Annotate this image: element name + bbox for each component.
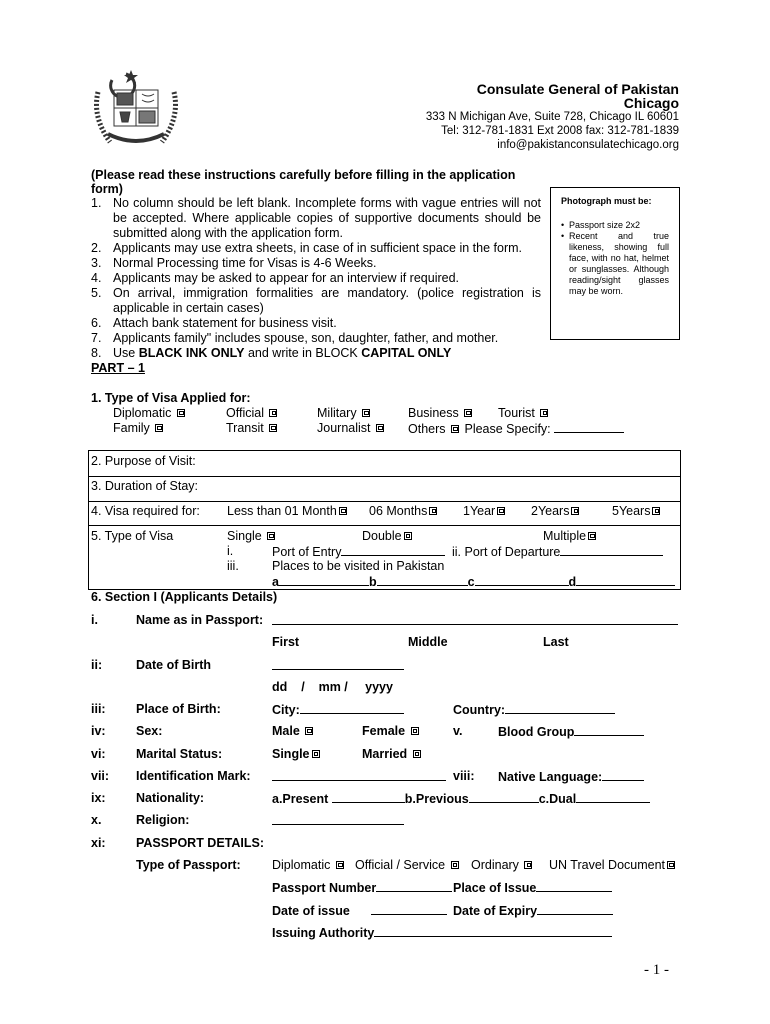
checkbox[interactable] [451,425,459,433]
opt-others[interactable]: Others Please Specify: [408,421,624,436]
passport-number-field[interactable]: Passport Number [272,880,452,895]
address: 333 N Michigan Ave, Suite 728, Chicago IL 60601 [425,111,679,123]
pob-label: Place of Birth: [136,702,221,716]
port-of-departure[interactable]: ii. Port of Departure [452,544,663,559]
roman-label: xi: [91,836,106,850]
opt-male[interactable]: Male [272,724,315,738]
specify-field[interactable] [554,421,624,433]
roman-label: vi: [91,747,106,761]
opt-less-1-month[interactable]: Less than 01 Month [227,504,349,518]
nationality-fields[interactable]: a.Present b.Previous c.Dual [272,791,650,806]
dob-field[interactable] [272,658,404,673]
duration-of-stay[interactable]: 3. Duration of Stay: [91,479,199,493]
sex-label: Sex: [136,724,163,738]
issuing-authority-field[interactable]: Issuing Authority [272,925,612,940]
opt-official[interactable]: Official [226,406,279,420]
roman-iii: iii. [227,559,239,573]
country-field[interactable]: Country: [453,702,615,717]
section-title: 6. Section I (Applicants Details) [91,590,278,604]
opt-2-years[interactable]: 2Years [531,504,581,518]
instruction-item: 7. Applicants family" includes spouse, son, daughter, father, and mother. [91,331,499,345]
email: info@pakistanconsulatechicago.org [497,139,679,151]
checkbox[interactable] [540,409,548,417]
checkbox[interactable] [269,409,277,417]
dob-format: dd / mm / yyyy [272,680,393,694]
opt-6-months[interactable]: 06 Months [369,504,439,518]
religion-field[interactable] [272,813,404,828]
blood-group-field[interactable]: Blood Group [498,724,644,739]
type-of-visa-label: 5. Type of Visa [91,529,174,543]
checkbox[interactable] [464,409,472,417]
instruction-item: 4. Applicants may be asked to appear for an interview if required. [91,271,460,285]
roman-label: i. [91,613,98,627]
opt-single[interactable]: Single [227,529,277,543]
opt-single-status[interactable]: Single [272,747,322,761]
opt-diplomatic[interactable]: Diplomatic [113,406,187,420]
date-of-expiry-field[interactable]: Date of Expiry [453,903,613,918]
name-field[interactable] [272,613,678,628]
consulate-header [420,82,679,152]
instructions [91,168,541,361]
opt-official-passport[interactable]: Official / Service [355,858,461,872]
nationality-label: Nationality: [136,791,205,805]
roman-label: iii: [91,702,106,716]
checkbox[interactable] [155,424,163,432]
city-field[interactable]: City: [272,702,404,717]
opt-1-year[interactable]: 1Year [463,504,507,518]
opt-multiple[interactable]: Multiple [543,529,598,543]
photo-box[interactable] [550,187,680,340]
port-of-entry[interactable]: Port of Entry [272,544,445,559]
roman-label: x. [91,813,102,827]
opt-5-years[interactable]: 5Years [612,504,662,518]
first-label: First [272,635,300,649]
purpose-of-visit[interactable]: 2. Purpose of Visit: [91,454,196,468]
date-of-issue-field[interactable]: Date of issue [272,903,447,918]
instruction-item: 5. On arrival, immigration formalities are mandatory. (police registration is applicable in certain cases) [91,286,541,315]
instruction-item: 3. Normal Processing time for Visas is 4-6 Weeks. [91,256,377,270]
photo-title: Photograph must be: [561,196,652,206]
passport-details-label: PASSPORT DETAILS: [136,836,265,850]
name-label: Name as in Passport: [136,613,264,627]
id-mark-label: Identification Mark: [136,769,251,783]
opt-ordinary-passport[interactable]: Ordinary [471,858,534,872]
marital-label: Marital Status: [136,747,223,761]
opt-family[interactable]: Family [113,421,165,435]
opt-married[interactable]: Married [362,747,423,761]
dob-label: Date of Birth [136,658,211,672]
opt-tourist[interactable]: Tourist [498,406,550,420]
visa-required-label: 4. Visa required for: [91,504,200,518]
places-fields[interactable]: a b c d [272,574,675,589]
phone-fax: Tel: 312-781-1831 Ext 2008 fax: 312-781-1839 [441,125,679,137]
instruction-item: 6. Attach bank statement for business visit. [91,316,337,330]
opt-transit[interactable]: Transit [226,421,279,435]
middle-label: Middle [408,635,448,649]
part-title: PART – 1 [91,361,145,375]
roman-label: ii: [91,658,103,672]
opt-double[interactable]: Double [362,529,414,543]
checkbox[interactable] [376,424,384,432]
roman-label: v. [453,724,463,738]
photo-rule: • Passport size 2x2 [561,220,669,231]
religion-label: Religion: [136,813,190,827]
passport-type-label: Type of Passport: [136,858,241,872]
roman-label: vii: [91,769,110,783]
opt-female[interactable]: Female [362,724,421,738]
instructions-heading: (Please read these instructions carefully before filling in the application form) [91,168,516,196]
pakistan-emblem [88,62,184,154]
roman-label: viii: [453,769,475,783]
place-of-issue-field[interactable]: Place of Issue [453,880,612,895]
visa-type-label: 1. Type of Visa Applied for: [91,391,251,405]
roman-label: iv: [91,724,106,738]
photo-rule: • Recent and true likeness, showing full face, with no hat, helmet or sunglasses. Although reading/sight glasses may be worn. [561,231,669,297]
opt-business[interactable]: Business [408,406,474,420]
id-mark-field[interactable] [272,769,446,784]
opt-diplomatic-passport[interactable]: Diplomatic [272,858,346,872]
opt-un-travel-document[interactable]: UN Travel Document [549,858,677,872]
checkbox[interactable] [362,409,370,417]
instruction-item: 1. No column should be left blank. Incomplete forms with vague entries will not be accepted. Where applicable copies of supportive documents should be submitted along with the application form. [91,196,541,240]
places-label: Places to be visited in Pakistan [272,559,445,573]
checkbox[interactable] [269,424,277,432]
opt-journalist[interactable]: Journalist [317,421,386,435]
org-name: Consulate General of Pakistan Chicago [476,81,679,111]
last-label: Last [543,635,569,649]
native-language-field[interactable]: Native Language: [498,769,644,784]
instruction-item: 8. Use BLACK INK ONLY and write in BLOCK CAPITAL ONLY [91,346,452,360]
roman-i: i. [227,544,234,558]
checkbox[interactable] [177,409,185,417]
page-number: - 1 - [644,962,669,978]
opt-military[interactable]: Military [317,406,372,420]
roman-label: ix: [91,791,106,805]
instruction-item: 2. Applicants may use extra sheets, in case of in sufficient space in the form. [91,241,523,255]
